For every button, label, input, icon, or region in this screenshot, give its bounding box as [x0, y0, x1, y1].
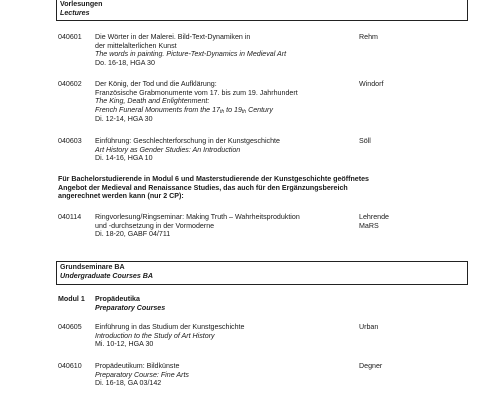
course-body — [95, 362, 365, 388]
course-title-en: The King, Death and Enlightenment: — [95, 97, 210, 106]
course-code: 040605 — [58, 323, 82, 331]
section-title: Vorlesungen — [60, 0, 103, 8]
section-title: Grundseminare BA — [60, 263, 125, 271]
course-code: 040603 — [58, 137, 82, 145]
course-time: Di. 18-20, GABF 04/711 — [95, 230, 171, 239]
course-title-de: Französische Grabmonumente vom 17. bis zum 19. Jahrhundert — [95, 88, 298, 97]
course-code: 040601 — [58, 33, 82, 41]
course-body — [95, 323, 365, 349]
course-title-en: Art History as Gender Studies: An Introduction — [95, 145, 241, 154]
course-title-de: Einführung in das Studium der Kunstgeschichte — [95, 323, 245, 331]
section-header-grundseminare — [56, 261, 468, 285]
course-body — [95, 80, 365, 124]
course-title-de: und -durchsetzung in der Vormoderne — [95, 221, 215, 230]
course-time: Di. 14-16, HGA 10 — [95, 154, 153, 163]
course-title-de: Einführung: Geschlechterforschung in der Kunstgeschichte — [95, 137, 280, 145]
module-subtitle: Preparatory Courses — [95, 303, 166, 312]
mars-note: Für Bachelorstudierende in Modul 6 und Masterstudierende der Kunstgeschichte geöffnetes Angebot der Medieval and Renaissance Studies, das auch für den Ergänzungsbereich angerechnet werden kann (nur 2 CP): — [58, 175, 369, 201]
section-header-lectures — [56, 0, 468, 21]
module-number: Modul 1 — [58, 295, 85, 303]
course-time: Mi. 10-12, HGA 30 — [95, 340, 154, 349]
course-lecturer: Rehm — [359, 33, 378, 41]
course-title-de: Propädeutikum: Bildkünste — [95, 362, 180, 370]
course-lecturer: Lehrende MaRS — [359, 213, 389, 230]
course-title-en: French Funeral Monuments from the $17_{th}$ to $19_{th}$ Century — [95, 105, 273, 115]
course-lecturer: Söll — [359, 137, 371, 145]
course-title-de: der mittelalterlichen Kunst — [95, 41, 177, 50]
course-code: 040114 — [58, 213, 82, 221]
module-heading — [58, 295, 478, 313]
course-title-de: Der König, der Tod und die Aufklärung: — [95, 80, 217, 88]
course-body — [95, 137, 365, 163]
course-time: Di. 12-14, HGA 30 — [95, 115, 153, 124]
course-time: Do. 16-18, HGA 30 — [95, 58, 155, 67]
course-title-en: The words in painting. Picture-Text-Dynamics in Medieval Art — [95, 50, 287, 59]
course-title-de: Die Wörter in der Malerei. Bild-Text-Dynamiken in — [95, 33, 251, 41]
course-code: 040602 — [58, 80, 82, 88]
course-body — [95, 213, 365, 239]
course-title-en: Introduction to the Study of Art History — [95, 331, 215, 340]
course-body — [95, 33, 365, 67]
course-title-en: Preparatory Course: Fine Arts — [95, 370, 189, 379]
section-subtitle: Undergraduate Courses BA — [60, 271, 154, 280]
course-code: 040610 — [58, 362, 82, 370]
course-time: Di. 16-18, GA 03/142 — [95, 379, 162, 388]
module-title: Propädeutika Preparatory Courses — [95, 295, 295, 312]
course-lecturer: Degner — [359, 362, 383, 370]
section-subtitle: Lectures — [60, 8, 90, 17]
course-lecturer: Urban — [359, 323, 379, 331]
course-lecturer: Windorf — [359, 80, 384, 88]
course-title-de: Ringvorlesung/Ringseminar: Making Truth – Wahrheitsproduktion — [95, 213, 300, 221]
